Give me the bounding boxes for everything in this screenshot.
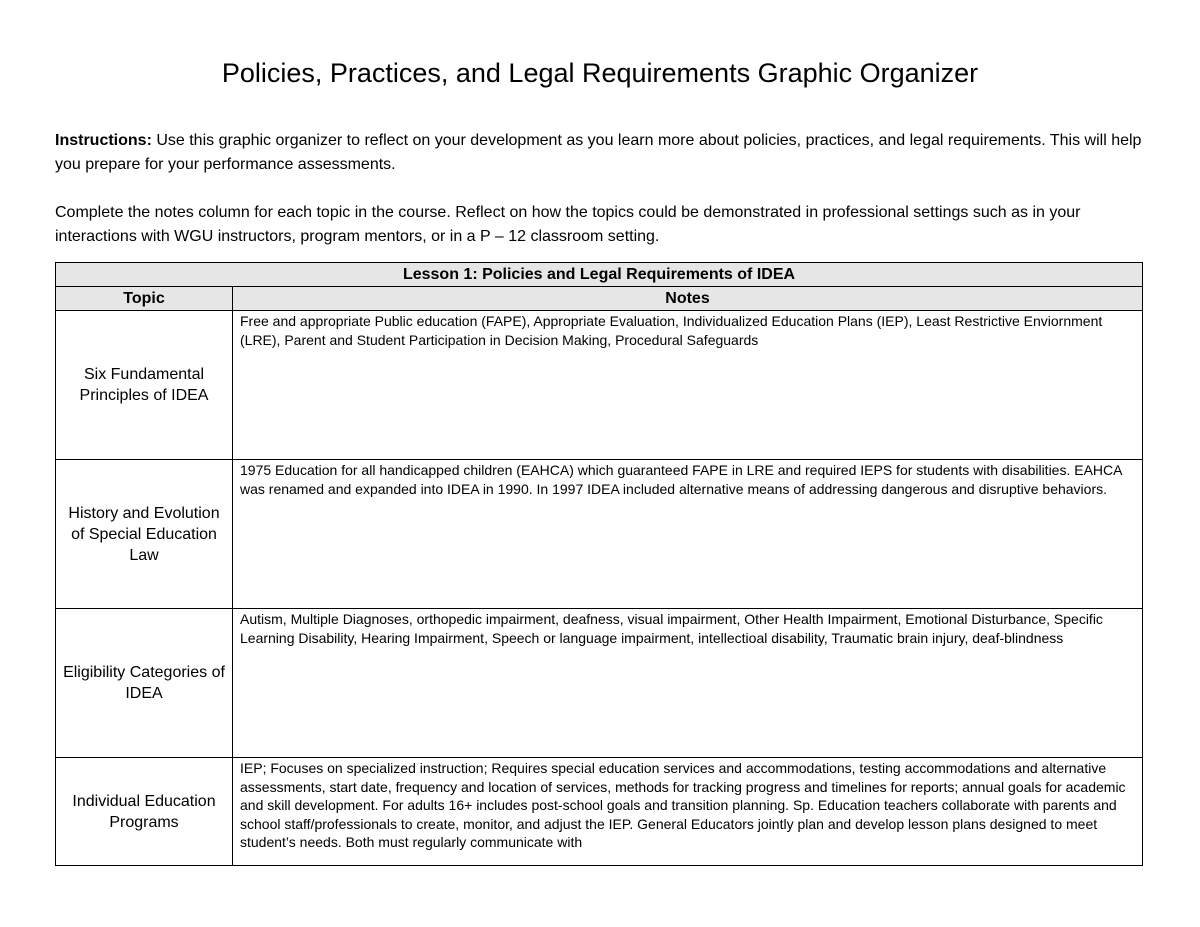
table-row [56, 609, 1143, 758]
table-row [56, 758, 1143, 866]
instructions-label: Instructions: [55, 132, 152, 149]
instructions-text: Use this graphic organizer to reflect on your development as you learn more about policies, practices, and legal requirements. This will help you prepare for your performance assessments. [55, 132, 1142, 173]
instructions-paragraph [55, 129, 1150, 177]
page-title: Policies, Practices, and Legal Requirements Graphic Organizer [221, 58, 979, 88]
table-row [56, 311, 1143, 460]
topic-cell: History and Evolution of Special Education Law [56, 460, 233, 609]
notes-cell[interactable]: 1975 Education for all handicapped children (EAHCA) which guaranteed FAPE in LRE and required IEPS for students with disabilities. EAHCA was renamed and expanded into IDEA in 1990. In 1997 IDEA included alternative means of addressing dangerous and disruptive behaviors. [233, 460, 1143, 609]
column-header-row [56, 287, 1143, 311]
table-row [56, 460, 1143, 609]
topic-column-header: Topic [56, 287, 233, 311]
topic-cell: Six Fundamental Principles of IDEA [56, 311, 233, 460]
lesson-header: Lesson 1: Policies and Legal Requirements of IDEA [56, 263, 1143, 287]
topic-cell: Eligibility Categories of IDEA [56, 609, 233, 758]
lesson-header-row [56, 263, 1143, 287]
notes-column-header: Notes [233, 287, 1143, 311]
notes-cell[interactable]: Autism, Multiple Diagnoses, orthopedic impairment, deafness, visual impairment, Other Health Impairment, Emotional Disturbance, Specific Learning Disability, Hearing Impairment, Speech or language impairment, intellectioal disability, Traumatic brain injury, deaf-blindness [233, 609, 1143, 758]
notes-cell[interactable] [233, 758, 1143, 866]
notes-cell[interactable]: Free and appropriate Public education (FAPE), Appropriate Evaluation, Individualized Education Plans (IEP), Least Restrictive Enviornment (LRE), Parent and Student Participation in Decision Making, Procedural Safeguards [233, 311, 1143, 460]
graphic-organizer-table [55, 262, 1143, 866]
completion-paragraph: Complete the notes column for each topic in the course. Reflect on how the topics could be demonstrated in professional settings such as in your interactions with WGU instructors, program mentors, or in a P – 12 classroom setting. [55, 204, 1081, 245]
notes-text: IEP; Focuses on specialized instruction; Requires special education services and accommodations, testing accommodations and alternative assessments, start date, frequency and location of services, methods for tracking progress and timelines for reports; annual goals for academic and skill development. For adults 16+ includes post-school goals and transition planning. Sp. Education teachers collaborate with parents and school staff/professionals to create, monitor, and adjust the IEP. General Educators jointly plan and develop lesson plans designed to meet student’s needs. Both must regularly communicate with [240, 760, 1126, 850]
topic-cell: Individual Education Programs [56, 758, 233, 866]
